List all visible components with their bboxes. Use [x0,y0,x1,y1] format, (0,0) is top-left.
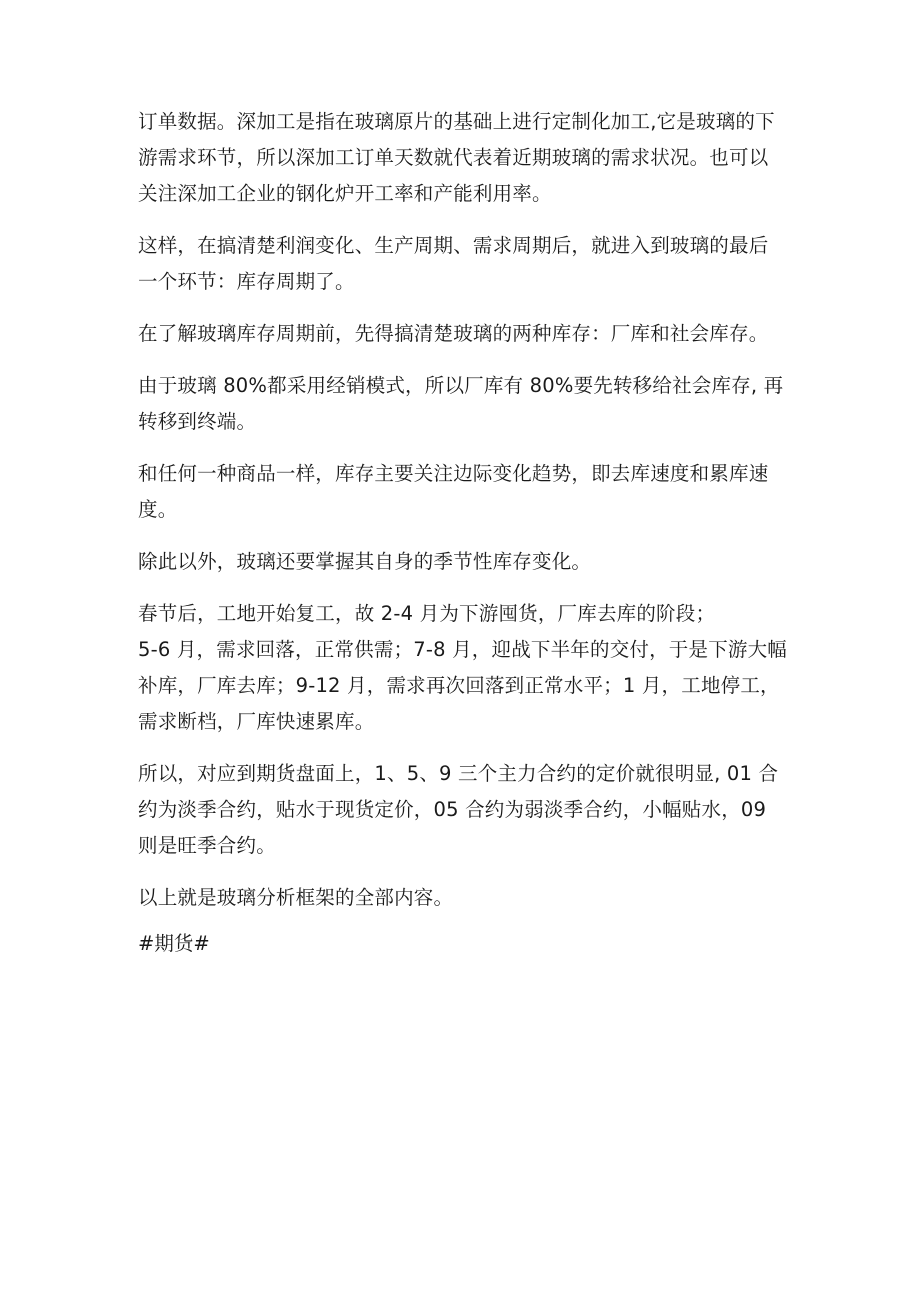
text-line: 由于玻璃 80%都采用经销模式，所以厂库有 80%要先转移给社会库存, 再 [138,374,784,397]
text-line: 所以，对应到期货盘面上，1、5、9 三个主力合约的定价就很明显, 01 合 [138,762,779,785]
paragraph-conclusion [138,880,798,916]
paragraph-futures-contracts [138,756,798,864]
paragraph-inventory-cycle-intro [138,228,798,300]
paragraph-monthly-cycle [138,632,798,740]
text-line: 这样，在搞清楚利润变化、生产周期、需求周期后，就进入到玻璃的最后 [138,234,769,257]
paragraph-two-inventories [138,316,798,352]
paragraph-deep-processing [138,104,798,212]
text-line: 订单数据。深加工是指在玻璃原片的基础上进行定制化加工,它是玻璃的下 [138,110,775,133]
text-line: 约为淡季合约，贴水于现货定价，05 合约为弱淡季合约，小幅贴水，09 [138,798,767,821]
text-line: 以上就是玻璃分析框架的全部内容。 [138,886,454,909]
paragraph-spring-festival [138,596,798,632]
text-line: 和任何一种商品一样，库存主要关注边际变化趋势，即去库速度和累库速 [138,462,769,485]
text-line: 除此以外，玻璃还要掌握其自身的季节性库存变化。 [138,550,592,573]
text-line: 在了解玻璃库存周期前，先得搞清楚玻璃的两种库存：厂库和社会库存。 [138,322,769,345]
paragraph-distribution-model [138,368,798,440]
text-line: 5-6 月，需求回落，正常供需；7-8 月，迎战下半年的交付，于是下游大幅 [138,638,787,661]
document-body [138,104,798,962]
text-line: 则是旺季合约。 [138,834,276,857]
text-line: 游需求环节，所以深加工订单天数就代表着近期玻璃的需求状况。也可以 [138,146,769,169]
paragraph-seasonality [138,544,798,580]
hashtag-futures[interactable]: #期货# [138,932,210,955]
text-line: 一个环节：库存周期了。 [138,270,355,293]
text-line: 转移到终端。 [138,410,257,433]
text-line: 春节后，工地开始复工，故 2-4 月为下游囤货，厂库去库的阶段； [138,602,716,625]
text-line: 补库，厂库去库；9-12 月，需求再次回落到正常水平；1 月，工地停工， [138,674,780,697]
paragraph-marginal-change [138,456,798,528]
text-line: 关注深加工企业的钢化炉开工率和产能利用率。 [138,182,552,205]
text-line: 度。 [138,498,178,521]
text-line: 需求断档，厂库快速累库。 [138,710,375,733]
